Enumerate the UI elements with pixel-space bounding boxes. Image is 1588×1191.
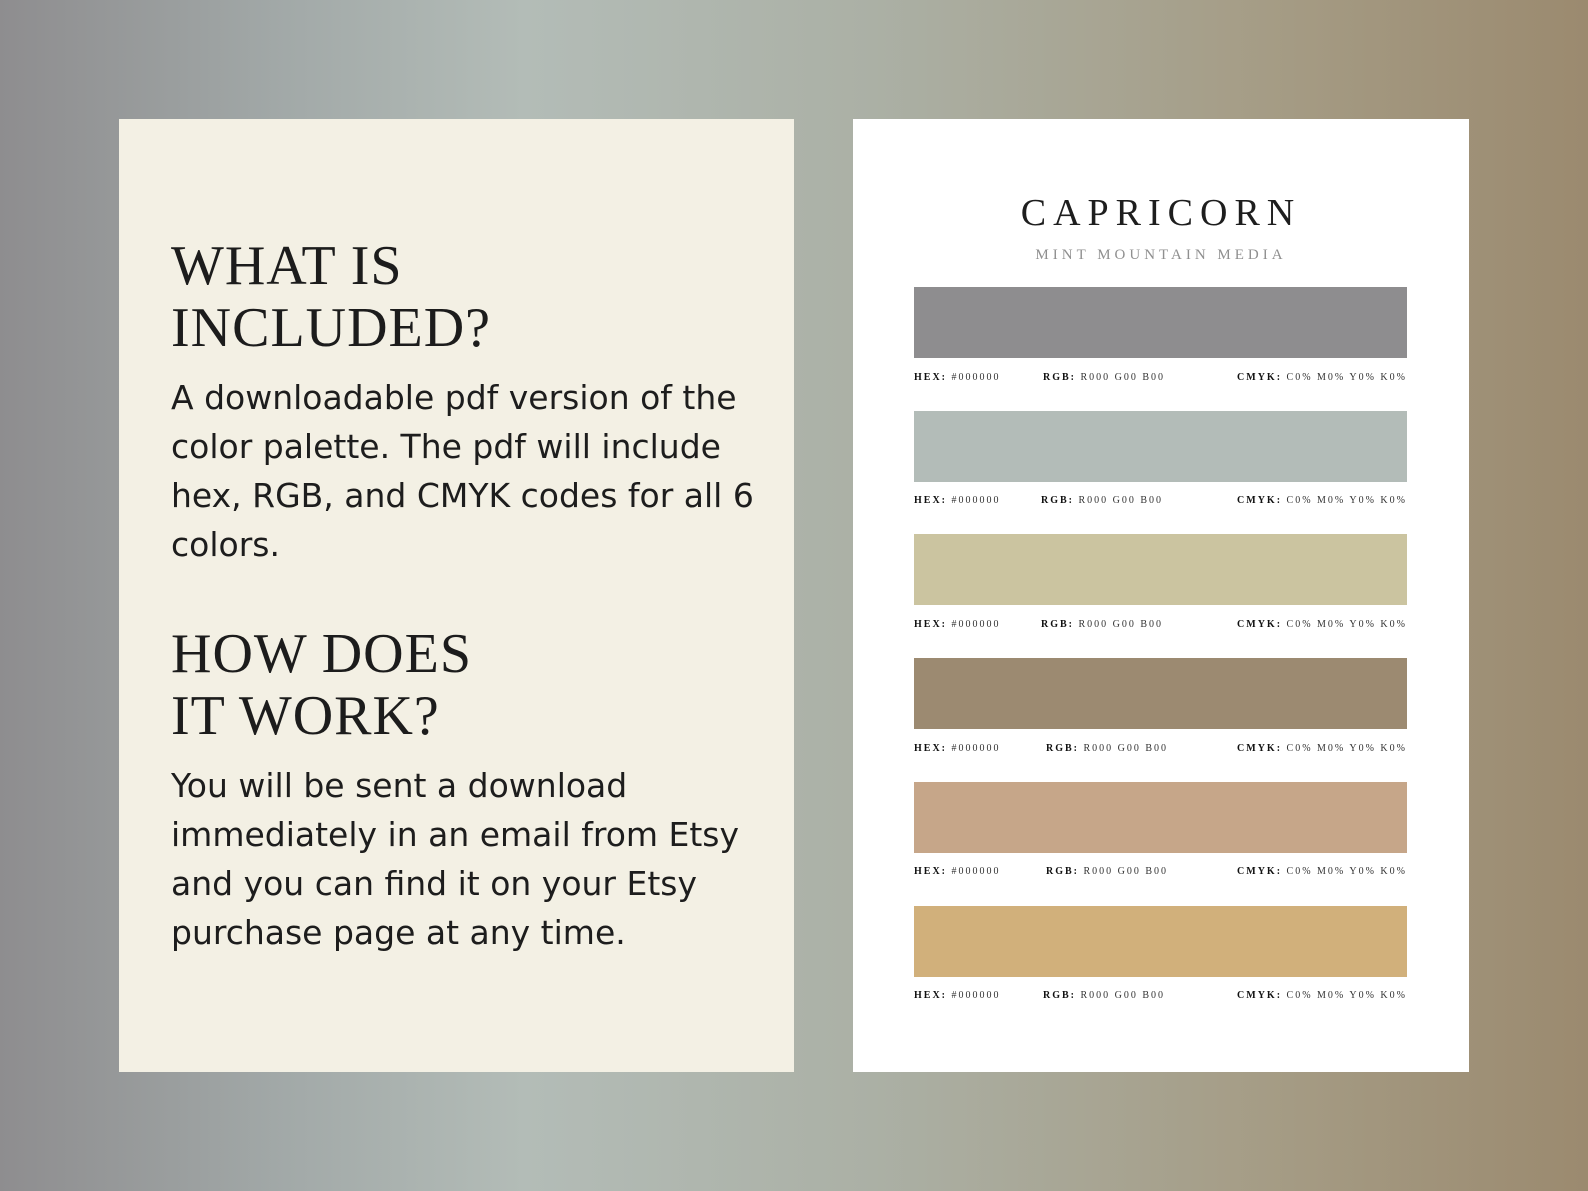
color-swatch	[914, 534, 1407, 605]
rgb-code	[1043, 990, 1165, 1001]
hex-value: #000000	[951, 372, 1001, 383]
hex-value: #000000	[951, 990, 1001, 1001]
cmyk-value: C0% M0% Y0% K0%	[1286, 495, 1407, 506]
rgb-value: R000 G00 B00	[1080, 990, 1166, 1001]
how-does-it-work-heading	[171, 623, 794, 747]
color-swatch	[914, 906, 1407, 977]
rgb-code	[1043, 372, 1165, 383]
cmyk-value: C0% M0% Y0% K0%	[1286, 990, 1407, 1001]
hex-label: HEX:	[914, 619, 947, 630]
cmyk-label: CMYK:	[1237, 990, 1283, 1001]
rgb-code	[1041, 495, 1163, 506]
hex-label: HEX:	[914, 372, 947, 383]
hex-code	[914, 990, 1001, 1001]
rgb-code	[1046, 866, 1168, 877]
color-codes-row	[914, 866, 1407, 880]
rgb-value: R000 G00 B00	[1078, 619, 1164, 630]
hex-code	[914, 743, 1001, 754]
cmyk-label: CMYK:	[1237, 495, 1283, 506]
palette-title: CAPRICORN	[1020, 192, 1302, 234]
color-codes-row	[914, 743, 1407, 757]
what-is-included-text: A downloadable pdf version of the color palette. The pdf will include hex, RGB, and CMYK codes for all 6 colors.	[171, 378, 754, 564]
how-does-it-work-text: You will be sent a download immediately in an email from Etsy and you can find it on your Etsy purchase page at any time.	[171, 766, 740, 952]
rgb-label: RGB:	[1041, 619, 1074, 630]
hex-code	[914, 372, 1001, 383]
rgb-label: RGB:	[1046, 743, 1079, 754]
heading-line: HOW DOES	[171, 623, 472, 685]
rgb-label: RGB:	[1046, 866, 1079, 877]
cmyk-code	[1237, 743, 1407, 754]
hex-value: #000000	[951, 495, 1001, 506]
cmyk-label: CMYK:	[1237, 743, 1283, 754]
color-swatch	[914, 287, 1407, 358]
hex-code	[914, 866, 1001, 877]
color-swatch	[914, 658, 1407, 729]
cmyk-code	[1237, 619, 1407, 630]
cmyk-value: C0% M0% Y0% K0%	[1286, 619, 1407, 630]
cmyk-code	[1237, 495, 1407, 506]
color-swatch	[914, 782, 1407, 853]
rgb-code	[1046, 743, 1168, 754]
rgb-value: R000 G00 B00	[1083, 743, 1169, 754]
rgb-value: R000 G00 B00	[1080, 372, 1166, 383]
hex-label: HEX:	[914, 495, 947, 506]
color-codes-row	[914, 372, 1407, 386]
cmyk-label: CMYK:	[1237, 372, 1283, 383]
hex-label: HEX:	[914, 866, 947, 877]
rgb-label: RGB:	[1041, 495, 1074, 506]
heading-line: INCLUDED?	[171, 297, 492, 359]
hex-code	[914, 619, 1001, 630]
palette-card	[853, 119, 1469, 1072]
color-swatch	[914, 411, 1407, 482]
color-codes-row	[914, 990, 1407, 1004]
what-is-included-heading	[171, 235, 794, 359]
color-codes-row	[914, 619, 1407, 633]
heading-line: WHAT IS	[171, 235, 403, 297]
cmyk-code	[1237, 990, 1407, 1001]
cmyk-value: C0% M0% Y0% K0%	[1286, 866, 1407, 877]
rgb-value: R000 G00 B00	[1083, 866, 1169, 877]
cmyk-code	[1237, 372, 1407, 383]
cmyk-label: CMYK:	[1237, 619, 1283, 630]
heading-line: IT WORK?	[171, 685, 440, 747]
hex-value: #000000	[951, 619, 1001, 630]
hex-value: #000000	[951, 866, 1001, 877]
rgb-value: R000 G00 B00	[1078, 495, 1164, 506]
cmyk-value: C0% M0% Y0% K0%	[1286, 372, 1407, 383]
hex-code	[914, 495, 1001, 506]
palette-subtitle: MINT MOUNTAIN MEDIA	[1035, 247, 1287, 263]
color-codes-row	[914, 495, 1407, 509]
rgb-code	[1041, 619, 1163, 630]
cmyk-label: CMYK:	[1237, 866, 1283, 877]
cmyk-value: C0% M0% Y0% K0%	[1286, 743, 1407, 754]
rgb-label: RGB:	[1043, 990, 1076, 1001]
hex-label: HEX:	[914, 990, 947, 1001]
hex-label: HEX:	[914, 743, 947, 754]
hex-value: #000000	[951, 743, 1001, 754]
info-panel	[119, 119, 794, 1072]
rgb-label: RGB:	[1043, 372, 1076, 383]
cmyk-code	[1237, 866, 1407, 877]
